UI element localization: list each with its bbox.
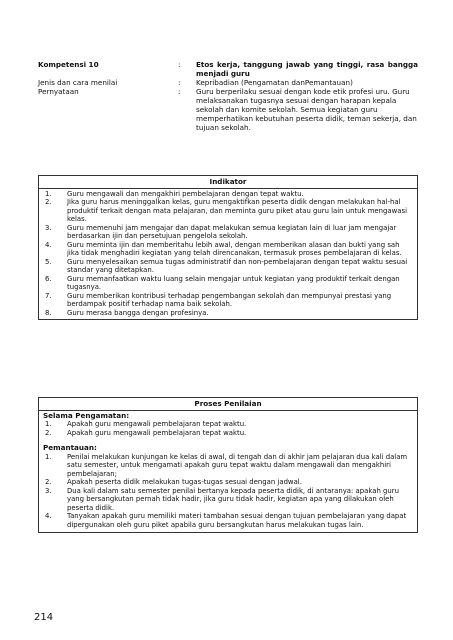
item-number: 4. — [45, 512, 52, 520]
kompetensi-label: Kompetensi 10 — [38, 60, 99, 69]
item-text: Apakah guru mengawali pembelajaran tepat waktu. — [67, 420, 247, 428]
item-number: 6. — [45, 274, 52, 283]
item-number: 2. — [45, 428, 52, 437]
competency-header — [38, 60, 418, 132]
kompetensi-row — [38, 60, 418, 78]
pernyataan-value: Guru berperilaku sesuai dengan kode etik profesi uru. Guru melaksanakan tugasnya sesuai dengan harapan kepala sekolah dan komite sekolah. Semua kegiatan guru memperhatikan kebutuhan peserta didik, teman sekerja, dan tujuan sekolah. — [196, 87, 417, 132]
pemantauan-heading: Pemantauan: — [43, 443, 97, 452]
item-text: Penilai melakukan kunjungan ke kelas di awal, di tengah dan di akhir jam pelajaran dua kali dalam satu semester, untuk mengamati apakah guru tepat waktu dalam mengawali dan mengakhiri pembelajaran; — [67, 452, 408, 478]
proses-box — [38, 397, 418, 533]
list-item — [39, 420, 417, 429]
pengamatan-heading: Selama Pengamatan: — [43, 410, 130, 420]
proses-title: Proses Penilaian — [39, 398, 417, 411]
indikator-box — [38, 175, 418, 320]
list-item — [39, 292, 417, 309]
colon: : — [178, 87, 181, 96]
jenis-row — [38, 78, 418, 87]
item-number: 1. — [45, 420, 52, 428]
item-number: 3. — [45, 223, 52, 232]
item-text: Guru mengawali dan mengakhiri pembelajaran dengan tepat waktu. — [67, 189, 304, 198]
item-number: 7. — [45, 291, 52, 300]
list-item — [39, 258, 417, 275]
item-text: Guru memberikan kontribusi terhadap pengembangan sekolah dan mempunyai prestasi yang berdampak positif terhadap nama baik sekolah. — [67, 291, 392, 308]
item-text: Guru menyelesaikan semua tugas administratif dan non-pembelajaran dengan tepat waktu sesuai standar yang ditetapkan. — [67, 257, 408, 274]
item-text: Guru merasa bangga dengan profesinya. — [67, 308, 209, 317]
proses-content — [39, 411, 417, 533]
list-item — [39, 241, 417, 258]
list-item — [39, 198, 417, 224]
item-text: Jika guru harus meninggalkan kelas, guru mengaktifkan peserta didik dengan melakukan hal-hal produktif terkait dengan mata pelajaran, dan meminta guru piket atau guru lain untuk mengawasi kelas. — [67, 198, 407, 223]
item-number: 1. — [45, 452, 52, 461]
list-item — [39, 453, 417, 479]
page-number: 214 — [34, 612, 54, 623]
item-number: 3. — [45, 486, 52, 495]
list-item — [39, 224, 417, 241]
jenis-value: Kepribadian (Pengamatan danPemantauan) — [196, 78, 353, 87]
item-number: 1. — [45, 189, 52, 198]
item-text: Apakah guru mengawali pembelajaran tepat waktu. — [67, 428, 247, 437]
item-number: 8. — [45, 308, 52, 317]
list-item — [39, 487, 417, 513]
item-number: 2. — [45, 198, 52, 206]
pernyataan-row — [38, 87, 418, 132]
indikator-list — [39, 189, 417, 320]
list-item — [39, 190, 417, 199]
colon: : — [178, 78, 181, 87]
jenis-label: Jenis dan cara menilai — [38, 78, 118, 87]
item-text: Guru meminta ijin dan memberitahu lebih awal, dengan memberikan alasan dan bukti yang sah jika tidak menghadiri kegiatan yang telah direncanakan, termasuk proses pembelajaran di kelas. — [67, 240, 402, 257]
list-item — [39, 275, 417, 292]
list-item — [39, 512, 417, 529]
list-item — [39, 429, 417, 438]
item-text: Guru memanfaatkan waktu luang selain mengajar untuk kegiatan yang produktif terkait dengan tugasnya. — [67, 274, 400, 291]
kompetensi-value: Etos kerja, tanggung jawab yang tinggi, rasa bangga menjadi guru — [196, 60, 418, 78]
item-text: Dua kali dalam satu semester penilai bertanya kepada peserta didik, di antaranya: apakah guru yang bersangkutan pernah tidak hadir, jika guru tidak hadir, kegiatan apa yang dilakukan oleh peserta didik. — [67, 486, 399, 512]
item-text: Tanyakan apakah guru memiliki materi tambahan sesuai dengan tujuan pembelajaran yang dapat dipergunakan oleh guru piket apabila guru bersangkutan harus melakukan tugas lain. — [67, 512, 407, 529]
item-number: 5. — [45, 257, 52, 266]
list-item — [39, 478, 417, 487]
indikator-title: Indikator — [39, 176, 417, 189]
colon: : — [178, 60, 181, 69]
item-text: Apakah peserta didik melakukan tugas-tugas sesuai dengan jadwal. — [67, 478, 302, 486]
list-item — [39, 309, 417, 318]
item-number: 4. — [45, 240, 52, 249]
item-text: Guru memenuhi jam mengajar dan dapat melakukan semua kegiatan lain di luar jam mengajar berdasarkan ijin dan persetujuan pengelola sekolah. — [67, 223, 397, 240]
pernyataan-label: Pernyataan — [38, 87, 79, 96]
item-number: 2. — [45, 478, 52, 486]
